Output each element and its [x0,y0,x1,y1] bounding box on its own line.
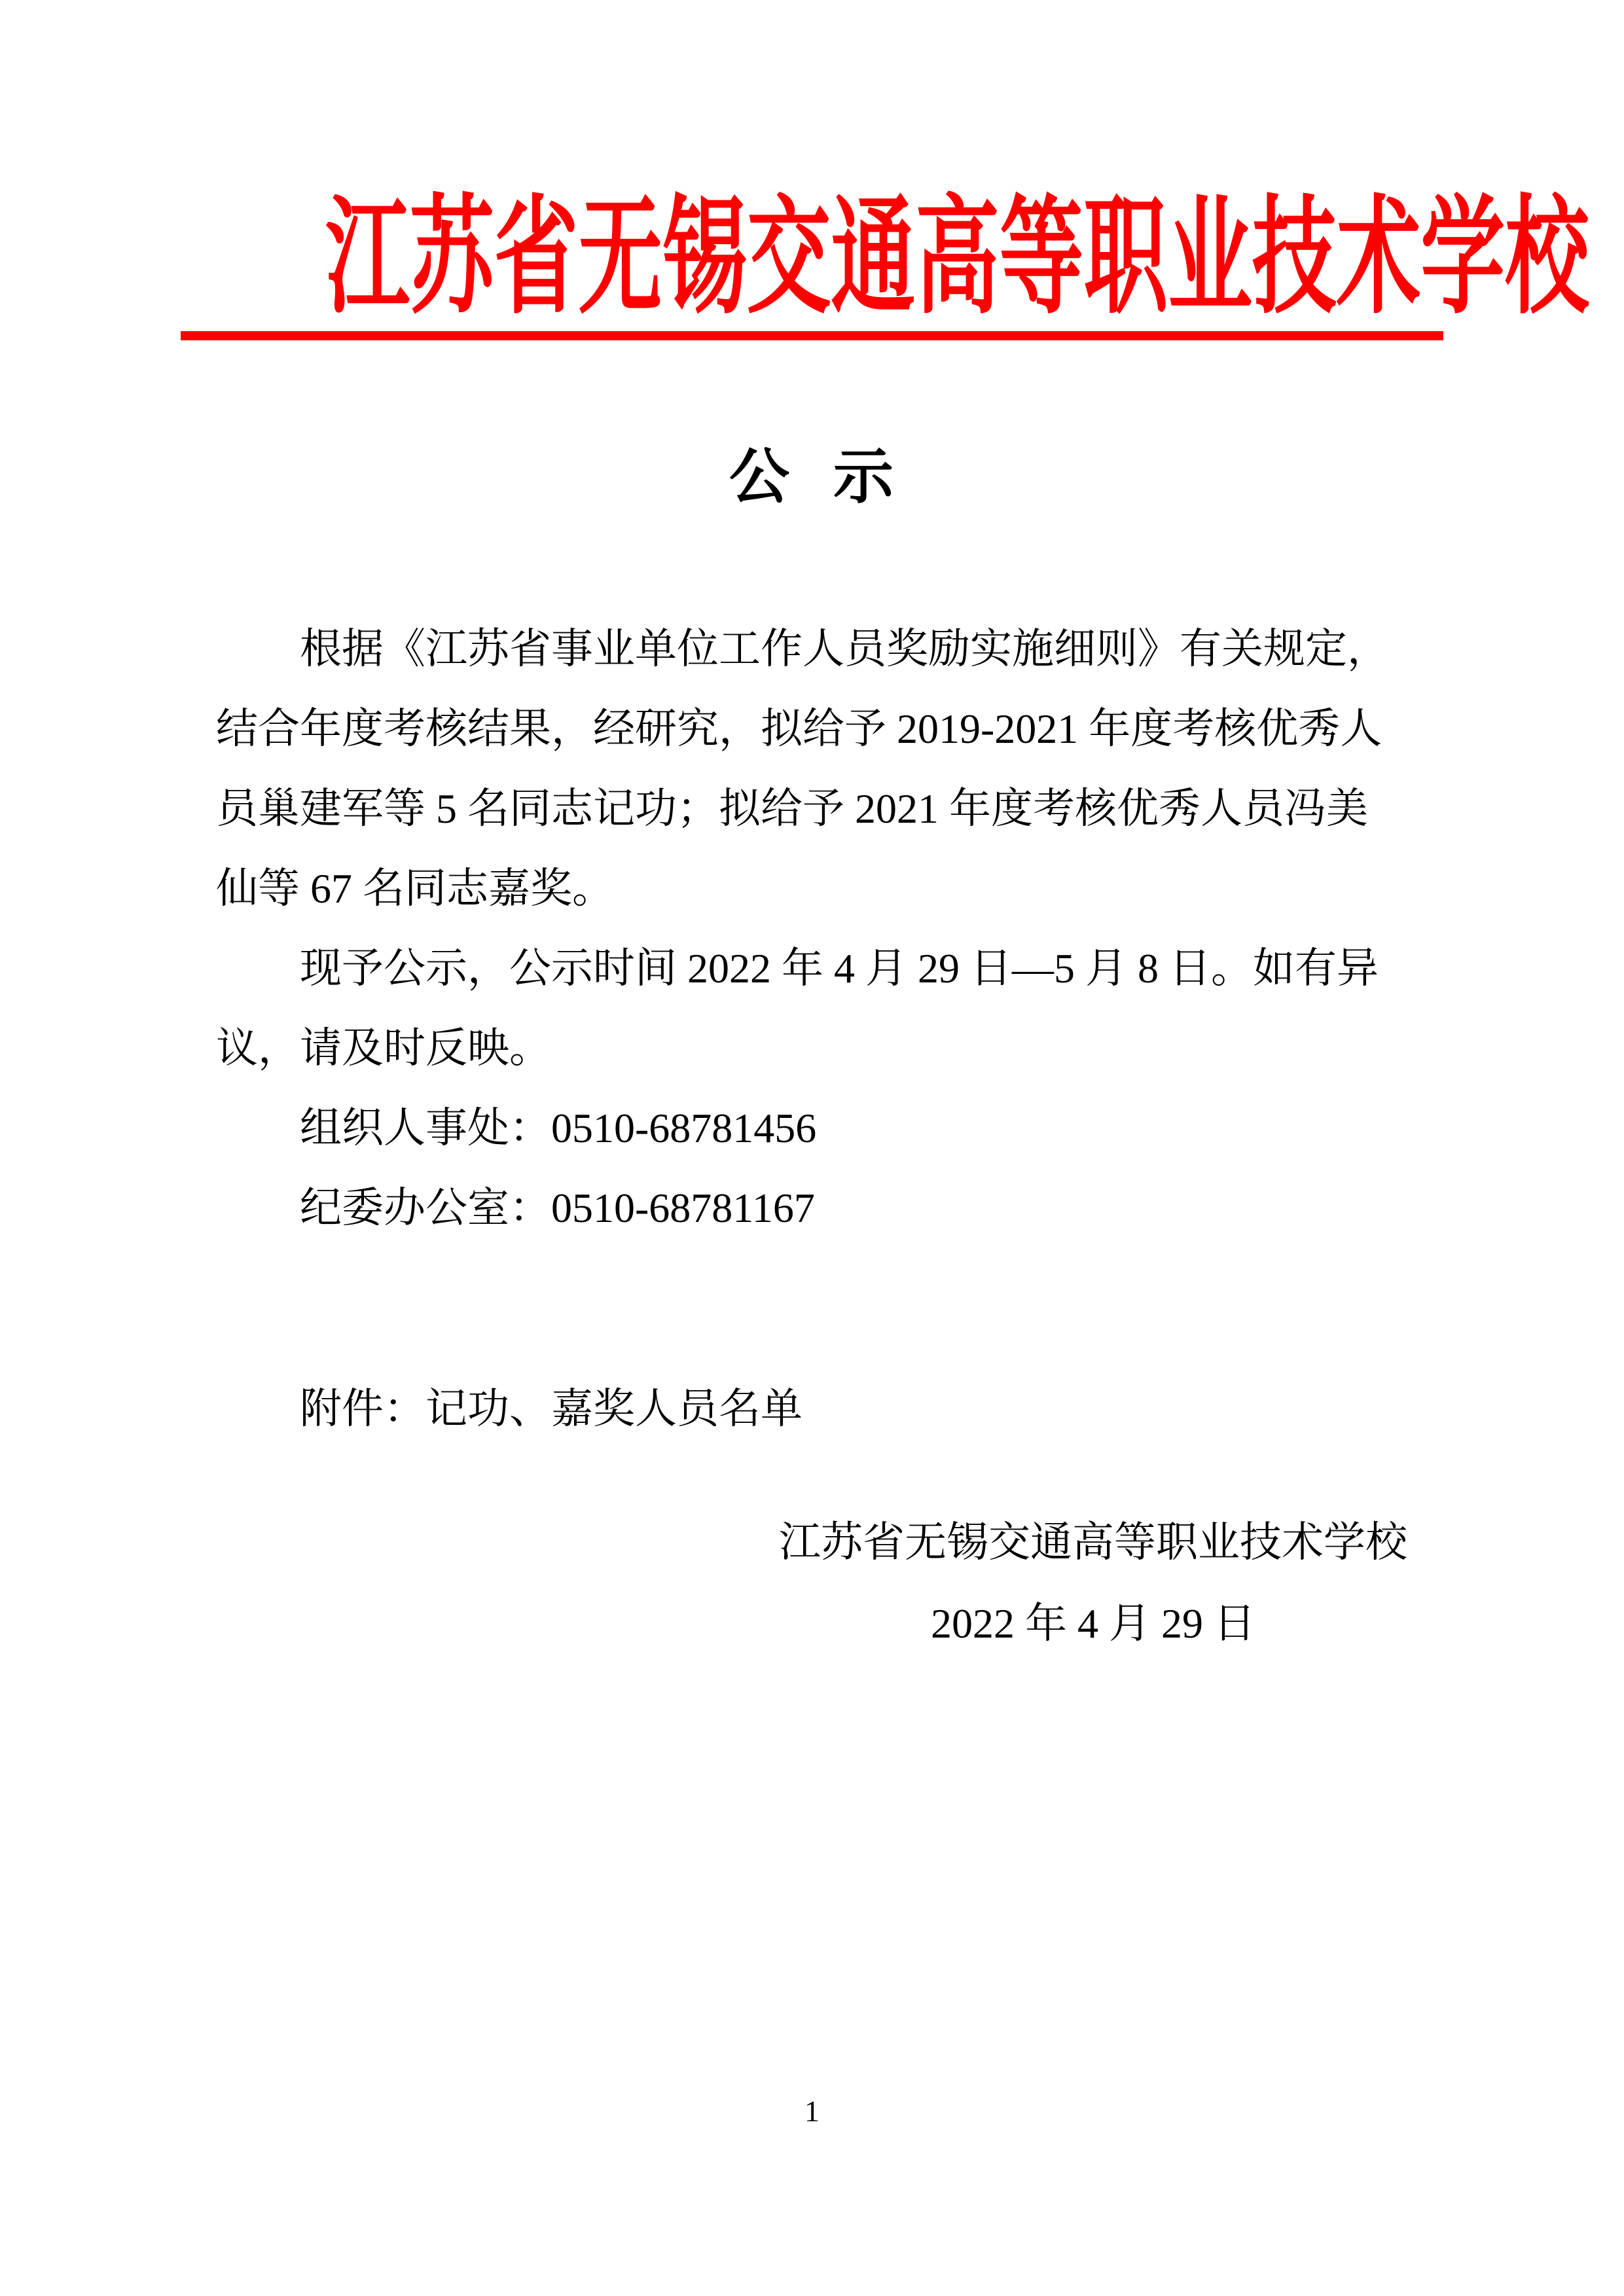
contact-line-hr-office: 组织人事处：0510-68781456 [300,1105,817,1151]
notice-body [216,609,1428,1248]
body-line: 根据《江苏省事业单位工作人员奖励实施细则》有关规定， [300,626,1389,672]
body-line: 仙等 67 名同志嘉奖。 [216,865,614,912]
body-line: 结合年度考核结果，经研究，拟给予 2019-2021 年度考核优秀人 [216,706,1382,752]
body-line: 现予公示，公示时间 2022 年 4 月 29 日—5 月 8 日。如有异 [300,945,1379,992]
notice-title: 公 示 [729,444,895,511]
school-banner-text: 江苏省无锡交通高等职业技术学校 [325,188,1589,329]
attachment-line: 附件：记功、嘉奖人员名单 [300,1386,803,1432]
body-line: 议，请及时反映。 [216,1025,551,1071]
signature-date: 2022 年 4 月 29 日 [931,1600,1255,1647]
attachment-block [216,1369,1428,1449]
page-number: 1 [804,2094,820,2128]
banner-underline [181,331,1443,340]
signature-org: 江苏省无锡交通高等职业技术学校 [779,1519,1407,1566]
signature-block [779,1502,1407,1664]
body-line: 员巢建军等 5 名同志记功；拟给予 2021 年度考核优秀人员冯美 [216,785,1368,832]
school-banner [0,187,1624,331]
contact-line-discipline-office: 纪委办公室：0510-68781167 [300,1185,815,1231]
